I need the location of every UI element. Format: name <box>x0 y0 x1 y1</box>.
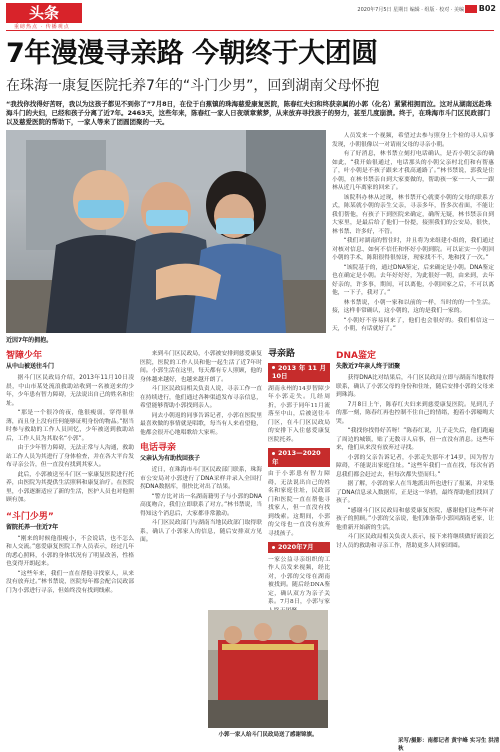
paragraph: 斗门区民政局相关负责人说，寻亲工作一直在持续进行，他们通过各种渠道发布寻亲信息，希望能够帮助小郭找到亲人。 <box>140 386 262 409</box>
timeline-date: 2013年11月10日 <box>268 363 330 382</box>
timeline-text: 由于小郭患有智力障碍，无法说出自己的姓名和家庭住址，民政部门和医院一直在帮他寻找家人，但一直没有找到线索。这期间，小郭的父母也一直没有放弃寻找孩子。 <box>268 471 330 537</box>
banner-photo-illustration <box>208 610 328 728</box>
photo-caption: 近因7年的拥抱。 <box>6 337 53 344</box>
banner-photo <box>208 610 328 728</box>
reporter-credit: 采写/摄影：南都记者 黄宇峰 实习生 洪清秋 <box>398 738 500 752</box>
paragraph: “小朝好不容易回来了，他们也会很好的。我们相信这一天，小朝，有话就好了。” <box>332 317 494 332</box>
paragraph: 斗门区民政部门与湖南当地民政部门取得联系，确认了小郭家人的信息，随后安排双方见面。 <box>140 520 262 543</box>
reunion-photo-illustration <box>6 130 326 333</box>
section-heading: 电话寻亲 <box>140 443 177 453</box>
paragraph: “这些年来，我们一直在帮他寻找家人，从来没有放弃过。”林书禁说，医院每年都会配合民政部门为小郭进行寻亲，但始终没有找到线索。 <box>6 570 134 594</box>
headline: 7年漫漫寻亲路 今朝终于大团圆 <box>6 38 378 69</box>
lead-paragraph: “我找你找得好苦呀，我以为这孩子都见不到你了”7月8日，在位于白蕉镇的珠海慈爱康复医院，陈春红夫妇和终获亲属的小郭（化名）紧紧相拥而泣。这对从湖南远赴珠海斗门的夫妇，已经和孩子分离了近7年。2463天，这些年来，陈春红一家人日夜颂章萦梦，从来放弃寻找孩子的努力，甚至几度崩溃。终于，在珠海市斗门区民政部门以及慈爱医院的帮助下，一家人等来了团圆团聚的一天。 <box>6 100 492 126</box>
paragraph: 获得DNA比对结果后，斗门区民政局立即与湖南当地取得联系，确认了小郭父母的身份和住址，随后安排小郭的父母来到珠海。 <box>336 375 494 398</box>
section-heading: “斗门少男” <box>6 511 54 522</box>
section-heading: DNA鉴定 <box>336 351 376 361</box>
paragraph: 由于少年智力障碍，无法正常与人沟通，救助站工作人员为其进行了身体检查，并在各大平台发布寻亲公告，但一直没有找到其家人。 <box>6 445 134 468</box>
paragraph: 有了好消息，林书禁立刻打电话确认，是否小朝父亲的确如此，“我开始很通过，电话那头的小朝父亲村北们和有帮惠了，叶小朝是不孩子跟来才我高通路了。”林书禁说，郭我是住小朝，在林书禁亲自到大家要做的，帮助孩一家一一人一一跟林从近几年离家的回来了。 <box>332 151 494 191</box>
paragraph: 据斗门区民政局介绍，2013年11月10日凌晨，中山市某处流浪救助站收到一名被送来的少年，少年患有智力障碍，无法说出自己的姓名和住址。 <box>6 375 134 407</box>
paragraph: “该院基于的，通过DNA鉴定，后来确定是小朝。DNA鉴定也在确定是小朝。去年好好好，为此很好一朝，由来到，去年好亲的，许多事，期间，可以离他，小朝回家之后，不可以离他，一下子，我对了。” <box>332 264 494 296</box>
timeline-date: 2020年7月 <box>268 542 330 553</box>
paragraph: 人员发来一个视频，希望过去参与照身上个检的寻人启事发现，小朝很像以一对请雨父母的寻亲小朝。 <box>332 133 494 148</box>
paragraph: 林书禁说，小朝一家和以前的一样，当时的的一个生活。接，这样非常确认，这小朝的，这的是我们一家的。 <box>332 299 494 314</box>
timeline-text: 一家公益寻亲组织的工作人员发来视频，经比对，小郭的父母在湖南被找到。随后经DNA鉴定，确认双方为亲子关系。7月8日，小郭与家 <box>268 556 330 605</box>
paragraph: 小郭的父亲告诉记者，小郭走失那年才14岁，因为智力障碍，不能说出家庭住址。“这些年我们一直在找，每次有消息我们都会赶过去，但每次都失望而归。” <box>336 454 494 478</box>
paragraph: “我们对湖南的暂住时，并且将为来组建小组的，我们通过对核对信息、如何不信任和怀好小朝到院。可以证实一小朝回小朝的手术，陈阳很得很惊讶，现家找不不，地和找了一次。” <box>332 238 494 261</box>
paragraph: 该院科办林从过现，林书禁开心就要小朝的父母的联系方式，陈某就小朝的亲生父亲，寻亲多年，皆多次看面，不能让我们帮他，有孩子下到医院来确定，确所无疑，林书禁亲自到大家里，是最后给了他们一份提，接照我们的公安局，很快，林书禁、许多好，不管。 <box>332 194 494 235</box>
timeline-column <box>268 350 330 608</box>
paragraph: “我找你找得好苦呀！”陈春红说，儿子走失后，他们跑遍了周边的城镇，贴了无数寻人启事，但一直没有消息。这些年来，他们从来没有放弃过寻找。 <box>336 428 494 451</box>
paragraph: 同去小朝返的同事告诉记者，小郭在医院里最喜欢做的事情就是唱歌，每当有人来看望他，他都会很开心地唱歌给大家听。 <box>140 412 262 436</box>
banner-photo-caption: 小郭一家人给斗门民政局送了感谢锦旗。 <box>218 732 318 738</box>
paragraph: 近日，在珠海市斗门区民政部门联系，珠海市公安局对小郭进行了DNA采样并录入全国打拐DNA数据库，很快比对出了结果。 <box>140 467 262 490</box>
paragraph: “刚来的时候他很瘦小，不会说话，也不怎么和人交流。”慈爱康复医院工作人员表示，经过几年的悉心照料，小郭的身体状况有了明显改善，性格也变得开朗起来。 <box>6 535 134 567</box>
main-photo <box>6 130 326 333</box>
paragraph: 斗门区民政局相关负责人表示，接下来将继续做好流浪乞讨人员的救助和寻亲工作，帮助更多人回家团圆。 <box>336 534 494 549</box>
masthead-subtitle: 重磅热点 · 传播观点 <box>14 24 70 30</box>
section-heading: 智障少年 <box>6 351 43 361</box>
section-subheading: 父亲认为有助找回孩子 <box>140 455 201 462</box>
paragraph: 此后，小郭被送至斗门区一家康复医院进行托养，由医院为其提供生活照料和康复治疗。在医院里，小郭逐渐适应了新的生活，医护人员也对他照顾有加。 <box>6 471 134 503</box>
subheadline: 在珠海一康复医院托养7年的“斗门少男”，回到湖南父母怀抱 <box>6 78 380 94</box>
paragraph: 来到斗门区民政局，小郭被安排到慈爱康复医院，医院的工作人员和他一起生活了近7年时间。小郭生活在这里，每天都有专人照顾，他的身体越来越好，也越来越开朗了。 <box>140 351 262 383</box>
paragraph: “那是一个很冷的夜，他很瘦弱，穿得很单薄，而且身上没有任何能够证明身份的物品。”据当时参与救助的工作人员回忆，少年被送到救助站后，工作人员为其取名“小郭”。 <box>6 410 134 442</box>
column-1 <box>6 350 134 745</box>
paragraph: “感谢斗门区民政局和慈爱康复医院，感谢他们这些年对孩子的照顾。”小郭的父亲说，他们准备带小郭回湖南老家，让他重新开始新的生活。 <box>336 507 494 531</box>
masthead-title: 头条 <box>6 3 82 23</box>
column-2 <box>140 350 262 608</box>
paragraph: 7月8日上午，陈春红夫妇来到慈爱康复医院。见到儿子的那一刻，陈春红再也控制不住自己的情绪，抱着小郭嚎啕大哭。 <box>336 401 494 425</box>
right-column-text <box>332 132 494 335</box>
section-badge <box>465 5 477 13</box>
issue-info: 2020年7月5日 星期日 编辑 · 组版 · 校对 · 美编 <box>357 7 464 13</box>
paragraph: 据了解，小郭的家人在当地派出所也进行了报案，并采集了DNA信息录入数据库，正是这一举措，最终帮助他们找回了孩子。 <box>336 481 494 504</box>
timeline-text: 湖南永州的14岁智障少年小郭走失。几经周折，小郭于同年11月流落至中山，后被送往斗门区，在斗门区民政局的安排下入住慈爱康复医院托养。 <box>268 385 330 443</box>
section-subheading: 从中山被送往斗门 <box>6 363 55 370</box>
section-subheading: 留院托养一住近7年 <box>6 523 59 531</box>
timeline-date: 2013—2020年 <box>268 448 330 467</box>
paragraph: “警方比对出一名湖南籍男子与小郭的DNA高度吻合，我们立即联系了对方。”林书禁说，当得知这个消息后，大家都非常激动。 <box>140 493 262 517</box>
top-bar <box>0 0 500 30</box>
column-4 <box>336 350 494 733</box>
section-subheading: 失散近7年亲人终于团聚 <box>336 363 401 370</box>
timeline-title: 寻亲路 <box>268 349 296 359</box>
top-rule <box>6 30 494 31</box>
page-number: B02 <box>478 4 496 13</box>
